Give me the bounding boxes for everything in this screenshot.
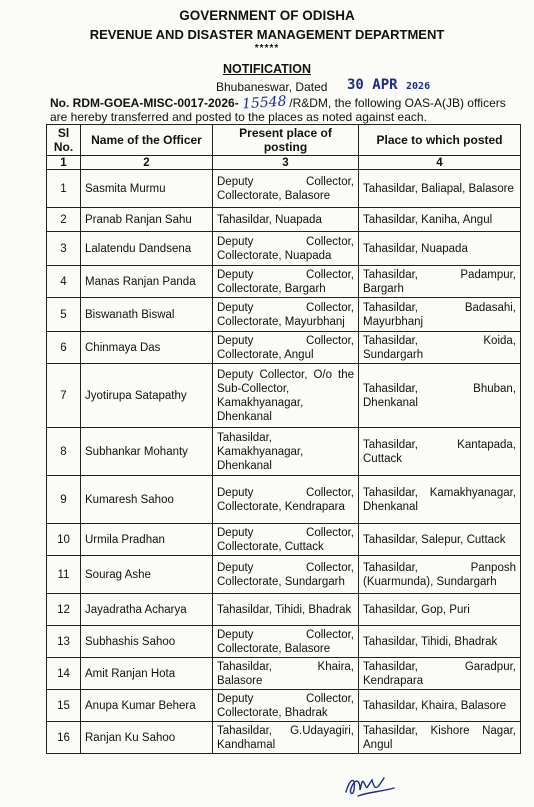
header-sl-no: Sl No.: [47, 125, 81, 156]
sl-cell: 9: [47, 476, 81, 524]
sl-cell: 13: [47, 626, 81, 658]
posted-to-cell: Tahasildar, Kamakhyanagar, Dhenkanal: [359, 476, 521, 524]
officer-name-cell: Manas Ranjan Panda: [81, 266, 213, 298]
transfer-table: [46, 124, 521, 754]
sl-cell: 16: [47, 722, 81, 754]
sl-cell: 6: [47, 332, 81, 364]
column-number: 3: [213, 156, 359, 170]
table-row: [47, 170, 521, 208]
present-posting-cell: Deputy Collector, Collectorate, Balasore: [213, 626, 359, 658]
present-posting-cell: Deputy Collector, Collectorate, Bhadrak: [213, 690, 359, 722]
sl-cell: 4: [47, 266, 81, 298]
notification-title: NOTIFICATION: [223, 62, 311, 76]
table-row: [47, 626, 521, 658]
transfer-statement: are hereby transferred and posted to the places as noted against each.: [50, 110, 427, 124]
officer-name-cell: Anupa Kumar Behera: [81, 690, 213, 722]
sl-cell: 8: [47, 428, 81, 476]
officer-name-cell: Ranjan Ku Sahoo: [81, 722, 213, 754]
table-row: [47, 428, 521, 476]
officer-name-cell: Urmila Pradhan: [81, 524, 213, 556]
handwritten-number: 15548: [241, 93, 287, 113]
posted-to-cell: Tahasildar, Kaniha, Angul: [359, 208, 521, 232]
column-number: 1: [47, 156, 81, 170]
reference-line: [50, 95, 506, 111]
officer-name-cell: Kumaresh Sahoo: [81, 476, 213, 524]
officer-name-cell: Subhankar Mohanty: [81, 428, 213, 476]
present-posting-cell: Tahasildar, Kamakhyanagar, Dhenkanal: [213, 428, 359, 476]
reference-number: No. RDM-GOEA-MISC-0017-2026-: [50, 96, 239, 110]
posted-to-cell: Tahasildar, Padampur, Bargarh: [359, 266, 521, 298]
date-stamp: [347, 77, 430, 93]
posted-to-cell: Tahasildar, Kishore Nagar, Angul: [359, 722, 521, 754]
officer-name-cell: Amit Ranjan Hota: [81, 658, 213, 690]
table-row: [47, 556, 521, 594]
header-present-posting: Present place of posting: [213, 125, 359, 156]
posted-to-cell: Tahasildar, Bhuban, Dhenkanal: [359, 364, 521, 428]
posted-to-cell: Tahasildar, Gop, Puri: [359, 594, 521, 626]
posted-to-cell: Tahasildar, Kantapada, Cuttack: [359, 428, 521, 476]
table-row: [47, 232, 521, 266]
officer-name-cell: Jayadratha Acharya: [81, 594, 213, 626]
present-posting-cell: Tahasildar, Nuapada: [213, 208, 359, 232]
table-row: [47, 298, 521, 332]
present-posting-cell: Deputy Collector, Collectorate, Nuapada: [213, 232, 359, 266]
table-row: [47, 524, 521, 556]
posted-to-cell: Tahasildar, Khaira, Balasore: [359, 690, 521, 722]
sl-cell: 10: [47, 524, 81, 556]
officer-name-cell: Pranab Ranjan Sahu: [81, 208, 213, 232]
column-number-row: [47, 156, 521, 170]
date-stamp-day: 30 APR: [347, 77, 398, 93]
sl-cell: 15: [47, 690, 81, 722]
present-posting-cell: Tahasildar, Tihidi, Bhadrak: [213, 594, 359, 626]
table-header-row: [47, 125, 521, 156]
present-posting-cell: Tahasildar, Khaira, Balasore: [213, 658, 359, 690]
government-heading: GOVERNMENT OF ODISHA: [179, 8, 355, 23]
table-row: [47, 364, 521, 428]
column-number: 2: [81, 156, 213, 170]
posted-to-cell: Tahasildar, Baliapal, Balasore: [359, 170, 521, 208]
sl-cell: 12: [47, 594, 81, 626]
present-posting-cell: Deputy Collector, Collectorate, Mayurbhanj: [213, 298, 359, 332]
date-stamp-year: 2026: [406, 81, 431, 92]
sl-cell: 14: [47, 658, 81, 690]
officer-name-cell: Subhashis Sahoo: [81, 626, 213, 658]
posted-to-cell: Tahasildar, Badasahi, Mayurbhanj: [359, 298, 521, 332]
present-posting-cell: Deputy Collector, Collectorate, Kendrapara: [213, 476, 359, 524]
sl-cell: 7: [47, 364, 81, 428]
officer-name-cell: Biswanath Biswal: [81, 298, 213, 332]
officer-name-cell: Jyotirupa Satapathy: [81, 364, 213, 428]
posted-to-cell: Tahasildar, Garadpur, Kendrapara: [359, 658, 521, 690]
present-posting-cell: Tahasildar, G.Udayagiri, Kandhamal: [213, 722, 359, 754]
sl-cell: 11: [47, 556, 81, 594]
present-posting-cell: Deputy Collector, Collectorate, Bargarh: [213, 266, 359, 298]
table-row: [47, 722, 521, 754]
table-row: [47, 594, 521, 626]
officer-name-cell: Lalatendu Dandsena: [81, 232, 213, 266]
table-row: [47, 208, 521, 232]
present-posting-cell: Deputy Collector, Collectorate, Cuttack: [213, 524, 359, 556]
officer-name-cell: Chinmaya Das: [81, 332, 213, 364]
present-posting-cell: Deputy Collector, Collectorate, Angul: [213, 332, 359, 364]
table-row: [47, 658, 521, 690]
sl-cell: 3: [47, 232, 81, 266]
sl-cell: 1: [47, 170, 81, 208]
table-row: [47, 690, 521, 722]
posted-to-cell: Tahasildar, Panposh (Kuarmunda), Sundargarh: [359, 556, 521, 594]
sl-cell: 2: [47, 208, 81, 232]
sl-cell: 5: [47, 298, 81, 332]
header-posted-to: Place to which posted: [359, 125, 521, 156]
officer-name-cell: Sasmita Murmu: [81, 170, 213, 208]
signature: [340, 770, 400, 802]
posted-to-cell: Tahasildar, Tihidi, Bhadrak: [359, 626, 521, 658]
table-row: [47, 476, 521, 524]
dated-label: Bhubaneswar, Dated: [216, 80, 328, 94]
table-row: [47, 266, 521, 298]
posted-to-cell: Tahasildar, Salepur, Cuttack: [359, 524, 521, 556]
stars-divider: *****: [254, 43, 280, 54]
present-posting-cell: Deputy Collector, O/o the Sub-Collector, Kamakhyanagar, Dhenkanal: [213, 364, 359, 428]
present-posting-cell: Deputy Collector, Collectorate, Sundargarh: [213, 556, 359, 594]
reference-tail: /R&DM, the following OAS-A(JB) officers: [289, 96, 506, 110]
header-officer-name: Name of the Officer: [81, 125, 213, 156]
posted-to-cell: Tahasildar, Nuapada: [359, 232, 521, 266]
table-row: [47, 332, 521, 364]
present-posting-cell: Deputy Collector, Collectorate, Balasore: [213, 170, 359, 208]
column-number: 4: [359, 156, 521, 170]
department-heading: REVENUE AND DISASTER MANAGEMENT DEPARTMENT: [89, 27, 445, 42]
posted-to-cell: Tahasildar, Koida, Sundargarh: [359, 332, 521, 364]
officer-name-cell: Sourag Ashe: [81, 556, 213, 594]
